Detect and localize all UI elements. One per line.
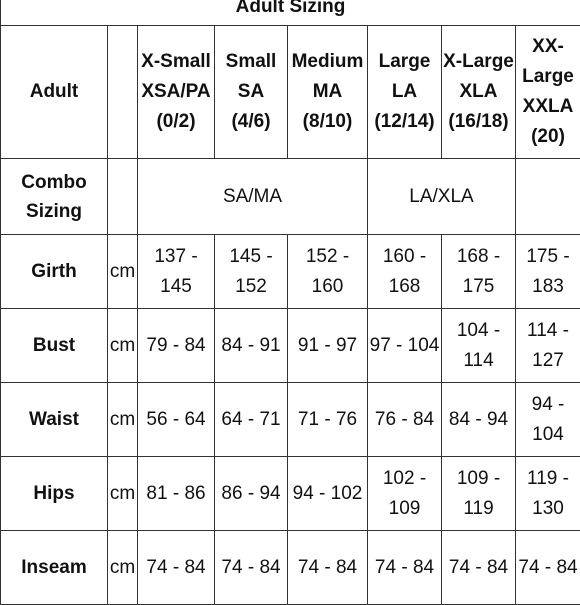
row-label: Waist [1,383,108,457]
value-cell: 145 - 152 [215,235,288,309]
header-row [1,26,580,159]
size-header-large [368,26,442,159]
value-cell: 152 - 160 [288,235,368,309]
unit-header-cell [108,26,138,159]
table-row-bust [1,309,580,383]
size-code: XXLA [516,92,580,122]
value-cell: 76 - 84 [368,383,442,457]
value-cell: 94 - 102 [288,457,368,531]
value-cell: 84 - 94 [442,383,516,457]
combo-label: Combo Sizing [1,159,108,235]
unit-cell: cm [108,309,138,383]
size-header-small [215,26,288,159]
size-code: LA [368,77,441,107]
size-header-xxlarge [516,26,580,159]
table-row-waist [1,383,580,457]
unit-cell: cm [108,457,138,531]
value-cell: 109 - 119 [442,457,516,531]
title-row [1,0,580,26]
size-name: Small [215,47,287,77]
size-range: (12/14) [368,107,441,137]
row-label: Inseam [1,531,108,605]
value-cell: 79 - 84 [138,309,215,383]
size-name: XX-Large [516,32,580,92]
value-cell: 74 - 84 [288,531,368,605]
size-name: X-Large [442,47,515,77]
size-range: (0/2) [138,107,214,137]
value-cell: 94 - 104 [516,383,580,457]
unit-cell: cm [108,531,138,605]
value-cell: 97 - 104 [368,309,442,383]
table-row-hips [1,457,580,531]
table-row-inseam [1,531,580,605]
value-cell: 74 - 84 [215,531,288,605]
combo-sizing-row [1,159,580,235]
value-cell: 91 - 97 [288,309,368,383]
value-cell: 119 - 130 [516,457,580,531]
unit-cell: cm [108,383,138,457]
row-label: Girth [1,235,108,309]
size-name: Medium [288,47,367,77]
size-range: (20) [516,122,580,152]
value-cell: 114 - 127 [516,309,580,383]
size-header-xsmall [138,26,215,159]
value-cell: 84 - 91 [215,309,288,383]
combo-group-la-xla: LA/XLA [368,159,516,235]
combo-empty-cell [516,159,580,235]
size-code: XLA [442,77,515,107]
value-cell: 81 - 86 [138,457,215,531]
value-cell: 74 - 84 [138,531,215,605]
value-cell: 74 - 84 [516,531,580,605]
value-cell: 74 - 84 [442,531,516,605]
corner-label: Adult [1,26,108,159]
value-cell: 137 - 145 [138,235,215,309]
combo-group-sa-ma: SA/MA [138,159,368,235]
value-cell: 104 - 114 [442,309,516,383]
value-cell: 86 - 94 [215,457,288,531]
size-range: (8/10) [288,107,367,137]
value-cell: 102 - 109 [368,457,442,531]
size-name: X-Small [138,47,214,77]
row-label: Hips [1,457,108,531]
value-cell: 175 - 183 [516,235,580,309]
value-cell: 71 - 76 [288,383,368,457]
table-title: Adult Sizing [1,0,580,26]
value-cell: 160 - 168 [368,235,442,309]
size-range: (4/6) [215,107,287,137]
value-cell: 64 - 71 [215,383,288,457]
size-code: SA [215,77,287,107]
size-range: (16/18) [442,107,515,137]
value-cell: 74 - 84 [368,531,442,605]
value-cell: 168 - 175 [442,235,516,309]
table-row-girth [1,235,580,309]
row-label: Bust [1,309,108,383]
size-code: XSA/PA [138,77,214,107]
size-header-xlarge [442,26,516,159]
size-name: Large [368,47,441,77]
unit-cell: cm [108,235,138,309]
unit-cell [108,159,138,235]
size-code: MA [288,77,367,107]
value-cell: 56 - 64 [138,383,215,457]
size-header-medium [288,26,368,159]
